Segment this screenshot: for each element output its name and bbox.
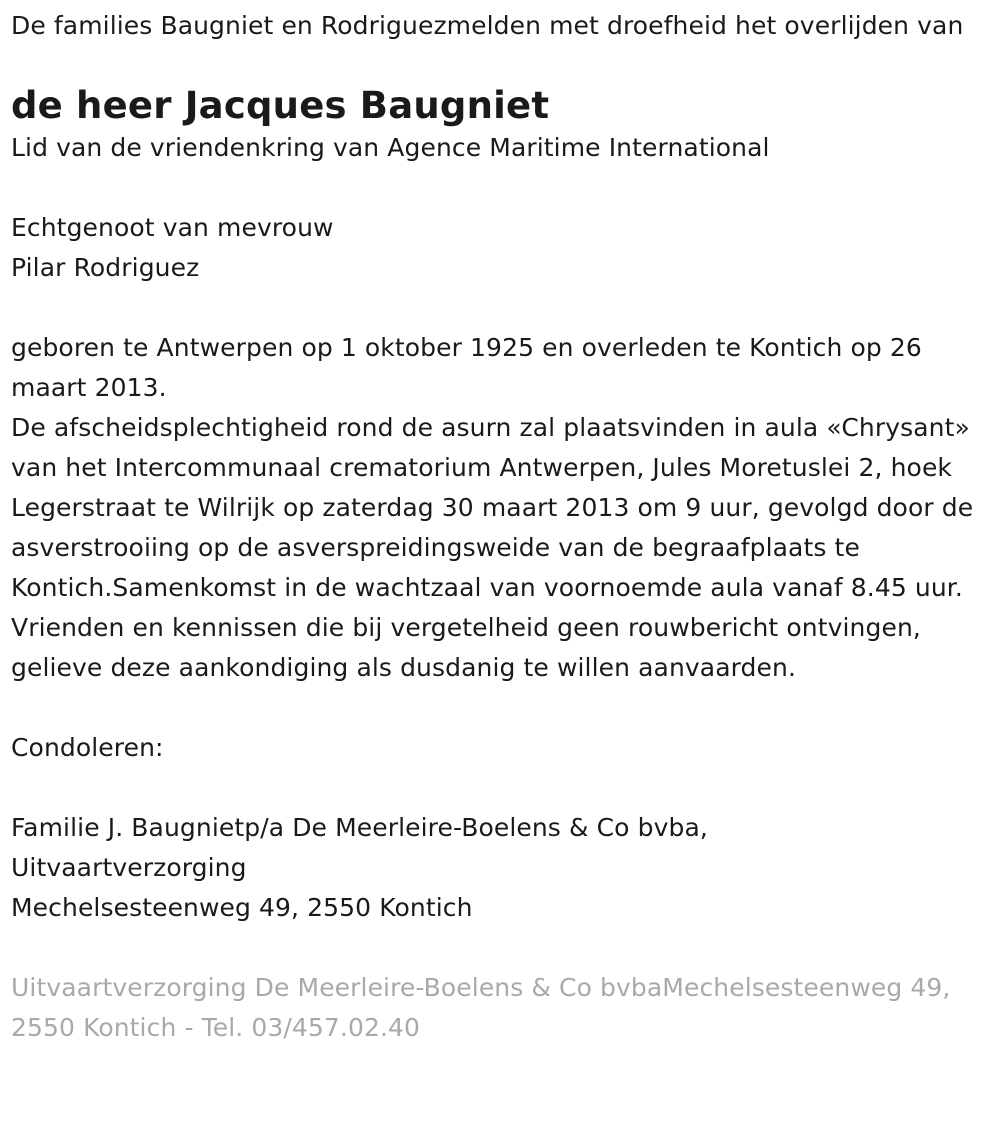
contact-line-2: Uitvaartverzorging: [11, 853, 247, 882]
spouse-block: [11, 208, 990, 288]
spouse-line-2: Pilar Rodriguez: [11, 253, 200, 282]
contact-block: [11, 808, 990, 928]
birth-death-text: geboren te Antwerpen op 1 oktober 1925 en overleden te Kontich op 26 maart 2013.: [11, 333, 922, 402]
footer-text: Uitvaartverzorging De Meerleire-Boelens & Co bvbaMechelsesteenweg 49, 2550 Kontich - Tel. 03/457.02.40: [11, 973, 951, 1042]
condolences-label: Condoleren:: [11, 733, 164, 762]
spouse-line-1: Echtgenoot van mevrouw: [11, 213, 334, 242]
friends-notice-text: Vrienden en kennissen die bij vergetelheid geen rouwbericht ontvingen, gelieve deze aankondiging als dusdanig te willen aanvaarden.: [11, 613, 921, 682]
details-block: [11, 328, 990, 688]
contact-line-3: Mechelsesteenweg 49, 2550 Kontich: [11, 893, 473, 922]
deceased-name: de heer Jacques Baugniet: [11, 84, 550, 127]
contact-line-1: Familie J. Baugnietp/a De Meerleire-Boelens & Co bvba,: [11, 813, 708, 842]
affiliation-text: Lid van de vriendenkring van Agence Maritime International: [11, 133, 770, 162]
intro-text: De families Baugniet en Rodriguezmelden met droefheid het overlijden van: [11, 11, 964, 40]
ceremony-text: De afscheidsplechtigheid rond de asurn zal plaatsvinden in aula «Chrysant» van het Intercommunaal crematorium Antwerpen, Jules Moretuslei 2, hoek Legerstraat te Wilrijk op zaterdag 30 maart 2013 om 9 uur, gevolgd door de asverstrooiing op de asverspreidingsweide van de begraafplaats te Kontich.Samenkomst in de wachtzaal van voornoemde aula vanaf 8.45 uur.: [11, 413, 974, 602]
